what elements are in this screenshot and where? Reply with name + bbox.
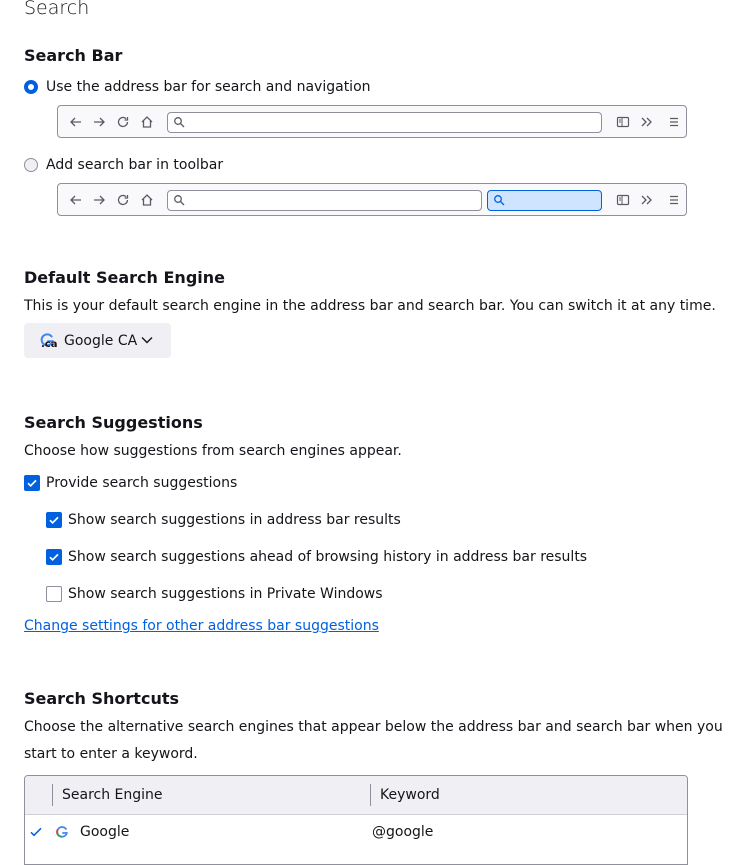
forward-arrow-icon [91, 192, 107, 208]
checkmark-icon [48, 514, 60, 526]
checkmark-icon [48, 551, 60, 563]
shortcuts-table [24, 775, 688, 865]
provide-suggestions-label[interactable]: Provide search suggestions [46, 475, 238, 491]
search-bar-heading: Search Bar [24, 46, 123, 65]
google-g-icon [55, 825, 69, 839]
checkmark-icon [26, 477, 38, 489]
suggestions-ahead-checkbox[interactable] [46, 549, 62, 565]
sidebar-icon [615, 192, 631, 208]
hamburger-menu-icon [666, 114, 682, 130]
column-header-keyword[interactable]: Keyword [380, 787, 440, 803]
default-engine-selected: Google CA [64, 333, 138, 349]
toolbar-search-radio-label[interactable]: Add search bar in toolbar [46, 157, 224, 173]
chevron-down-icon [141, 335, 153, 345]
ca-badge: .ca [41, 339, 58, 350]
suggestions-description: Choose how suggestions from search engines appear. [24, 443, 402, 459]
forward-arrow-icon [91, 114, 107, 130]
shortcuts-heading: Search Shortcuts [24, 689, 179, 708]
suggestions-ahead-label[interactable]: Show search suggestions ahead of browsing history in address bar results [68, 549, 588, 565]
overflow-chevrons-icon [639, 114, 655, 130]
back-arrow-icon [68, 114, 84, 130]
private-windows-checkbox[interactable] [46, 586, 62, 602]
home-icon [139, 114, 155, 130]
default-engine-heading: Default Search Engine [24, 268, 225, 287]
reload-icon [115, 114, 131, 130]
url-bar-preview [167, 190, 482, 211]
address-bar-preview [57, 105, 687, 138]
checkmark-icon[interactable] [29, 825, 43, 839]
toolbar-search-preview [57, 183, 687, 216]
magnifier-icon [173, 116, 185, 128]
address-bar-radio[interactable] [24, 80, 38, 94]
overflow-chevrons-icon [639, 192, 655, 208]
reload-icon [115, 192, 131, 208]
sidebar-icon [615, 114, 631, 130]
page-title: Search [24, 0, 90, 19]
shortcuts-description-line1: Choose the alternative search engines that appear below the address bar and search bar when you [24, 719, 723, 735]
column-separator[interactable] [52, 784, 53, 806]
column-separator[interactable] [370, 784, 371, 806]
table-row[interactable] [25, 815, 687, 851]
column-header-engine[interactable]: Search Engine [62, 787, 163, 803]
magnifier-icon [493, 194, 505, 206]
default-engine-dropdown[interactable] [24, 323, 171, 358]
hamburger-menu-icon [666, 192, 682, 208]
engine-keyword[interactable]: @google [372, 824, 434, 840]
home-icon [139, 192, 155, 208]
address-bar-suggestions-label[interactable]: Show search suggestions in address bar results [68, 512, 401, 528]
shortcuts-description-line2: start to enter a keyword. [24, 746, 198, 762]
url-bar-preview [167, 112, 602, 133]
provide-suggestions-checkbox[interactable] [24, 475, 40, 491]
address-bar-radio-label[interactable]: Use the address bar for search and navigation [46, 79, 371, 95]
suggestions-heading: Search Suggestions [24, 413, 203, 432]
default-engine-description: This is your default search engine in the address bar and search bar. You can switch it at any time. [24, 298, 716, 314]
engine-name: Google [80, 824, 130, 840]
back-arrow-icon [68, 192, 84, 208]
private-windows-label[interactable]: Show search suggestions in Private Windows [68, 586, 383, 602]
other-suggestions-link[interactable]: Change settings for other address bar suggestions [24, 618, 379, 634]
table-header [25, 776, 687, 815]
address-bar-suggestions-checkbox[interactable] [46, 512, 62, 528]
search-bar-preview [487, 190, 602, 211]
magnifier-icon [173, 194, 185, 206]
toolbar-search-radio[interactable] [24, 158, 38, 172]
